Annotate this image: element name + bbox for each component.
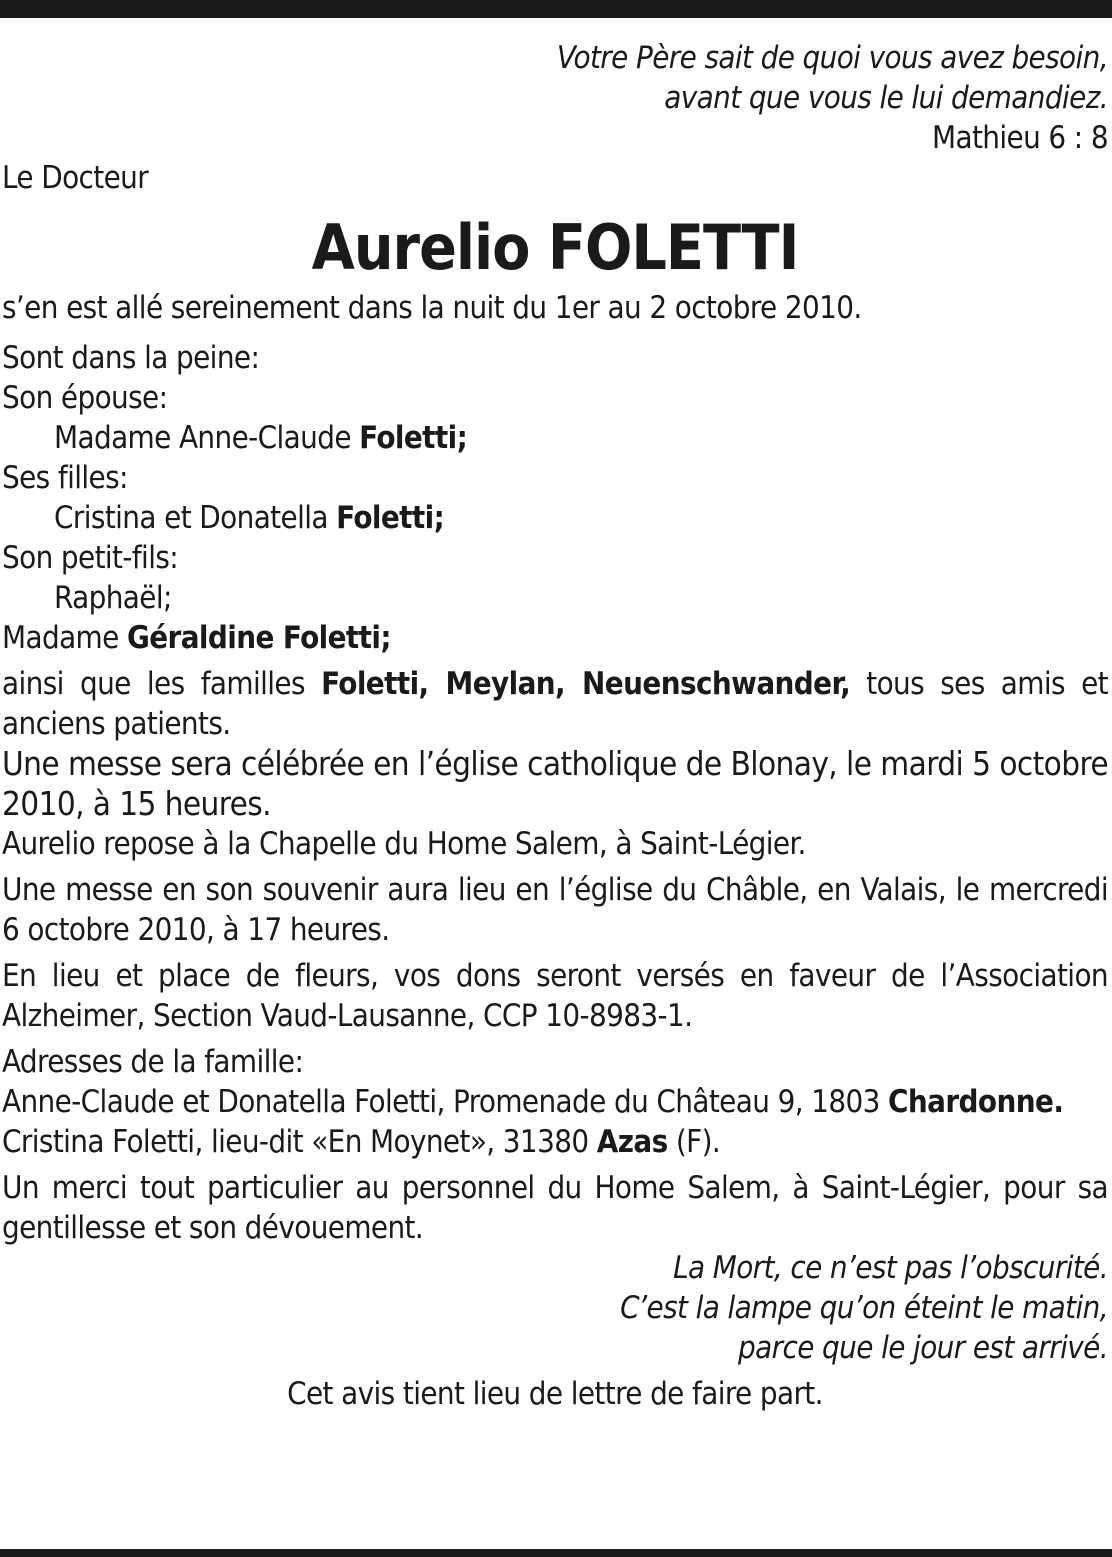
other-mourner (2, 618, 1108, 658)
address-1-city: Chardonne. (888, 1084, 1064, 1120)
other-mourner-plain: Madame (2, 620, 127, 656)
other-mourner-bold: Géraldine Foletti; (126, 620, 391, 656)
families-paragraph (2, 664, 1108, 744)
addresses-heading: Adresses de la famille: (2, 1044, 304, 1080)
address-1 (2, 1082, 1108, 1122)
repose-line: Aurelio repose à la Chapelle du Home Salem, à Saint-Légier. (2, 826, 806, 862)
spouse-name-bold: Foletti; (359, 420, 468, 456)
epigraph-reference: Mathieu 6 : 8 (931, 120, 1108, 156)
mourners-heading: Sont dans la peine: (2, 340, 260, 376)
intro-title: Le Docteur (2, 160, 149, 196)
address-2 (2, 1122, 1108, 1162)
daughters-names-plain: Cristina et Donatella (54, 500, 337, 536)
address-2-plain: Cristina Foletti, lieu-dit «En Moynet», 31380 (2, 1124, 597, 1160)
closing-quote-line-2: C’est la lampe qu’on éteint le matin, (620, 1290, 1108, 1326)
donations-paragraph: En lieu et place de fleurs, vos dons seront versés en faveur de l’Association Alzheimer, Section Vaud-Lausanne, CCP 10-8983-1. (2, 958, 1108, 1034)
address-2-city: Azas (596, 1124, 668, 1160)
closing-quote-line-3: parce que le jour est arrivé. (738, 1330, 1108, 1366)
grandson-label: Son petit-fils: (2, 540, 179, 576)
daughters-names-bold: Foletti; (336, 500, 445, 536)
grandson-name: Raphaël; (54, 580, 172, 616)
families-prefix: ainsi que les familles (2, 666, 322, 702)
families-suffix: tous ses amis et anciens patients. (2, 666, 1109, 742)
mass-paragraph: Une messe sera célébrée en l’église catholique de Blonay, le mardi 5 octobre 2010, à 15 heures. (2, 744, 1108, 823)
spouse-label: Son épouse: (2, 380, 168, 416)
daughters-label: Ses filles: (2, 460, 128, 496)
address-1-plain: Anne-Claude et Donatella Foletti, Promenade du Château 9, 1803 (2, 1084, 889, 1120)
closing-quote-line-1: La Mort, ce n’est pas l’obscurité. (673, 1250, 1108, 1286)
address-2-suffix: (F). (667, 1124, 721, 1160)
deceased-name: Aurelio FOLETTI (311, 211, 799, 284)
spouse-name (2, 418, 1108, 458)
epigraph-line-2: avant que vous le lui demandiez. (664, 80, 1108, 116)
bottom-rule (0, 1549, 1112, 1557)
thanks-paragraph: Un merci tout particulier au personnel du Home Salem, à Saint-Légier, pour sa gentillesse et son dévouement. (2, 1170, 1108, 1246)
families-names: Foletti, Meylan, Neuenschwander, (321, 666, 851, 702)
footer-note: Cet avis tient lieu de lettre de faire part. (287, 1376, 823, 1412)
top-rule (0, 0, 1112, 18)
daughters-names (2, 498, 1108, 538)
memorial-mass-paragraph: Une messe en son souvenir aura lieu en l’église du Châble, en Valais, le mercredi 6 octobre 2010, à 17 heures. (2, 872, 1108, 948)
spouse-name-plain: Madame Anne-Claude (54, 420, 360, 456)
passing-statement: s’en est allé sereinement dans la nuit du 1er au 2 octobre 2010. (2, 290, 862, 326)
epigraph-line-1: Votre Père sait de quoi vous avez besoin, (556, 40, 1108, 76)
notice-content (2, 38, 1108, 1414)
